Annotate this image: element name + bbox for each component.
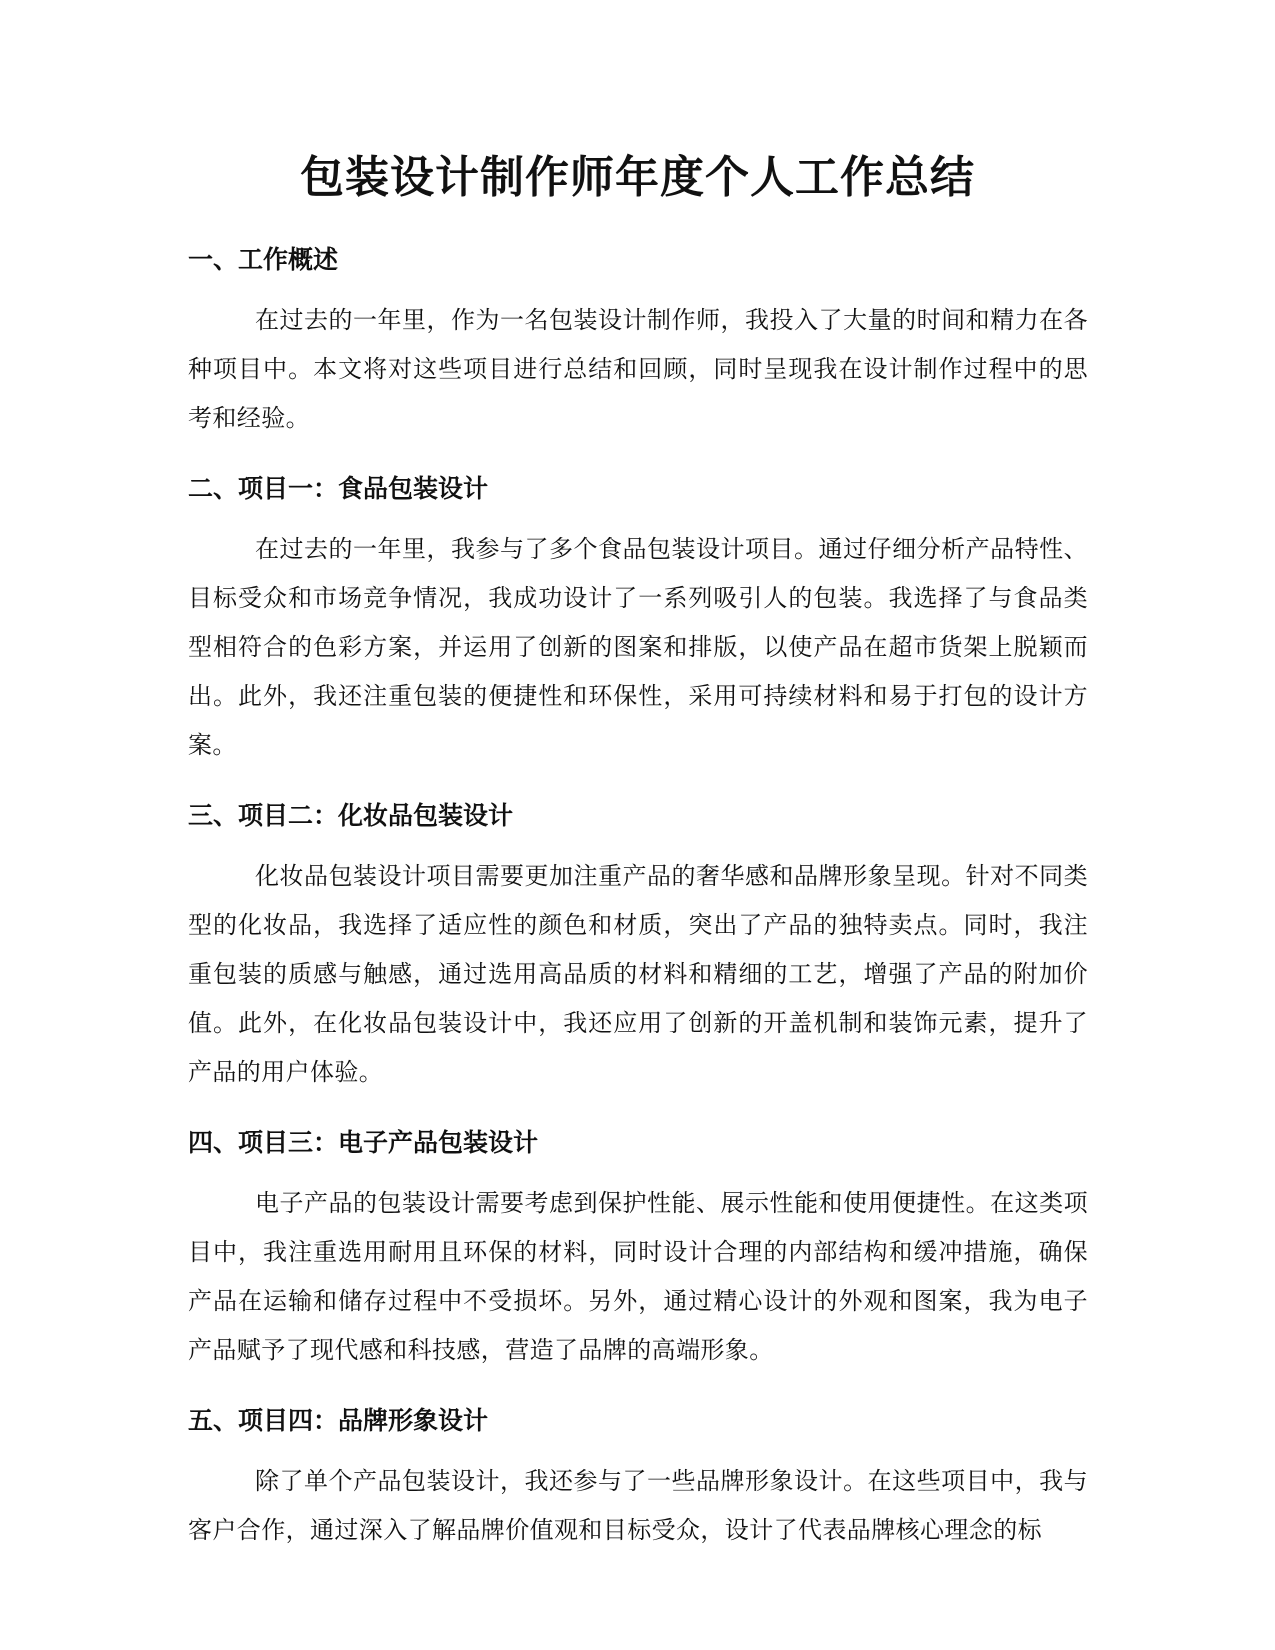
document-body xyxy=(188,240,1088,1581)
section-electronics-packaging xyxy=(188,1123,1088,1375)
section-paragraph: 化妆品包装设计项目需要更加注重产品的奢华感和品牌形象呈现。针对不同类型的化妆品，我选择了适应性的颜色和材质，突出了产品的独特卖点。同时，我注重包装的质感与触感，通过选用高品质的材料和精细的工艺，增强了产品的附加价值。此外，在化妆品包装设计中，我还应用了创新的开盖机制和装饰元素，提升了产品的用户体验。 xyxy=(188,862,1088,1086)
section-food-packaging xyxy=(188,469,1088,770)
section-heading: 四、项目三：电子产品包装设计 xyxy=(188,1128,539,1157)
section-heading: 五、项目四：品牌形象设计 xyxy=(188,1406,489,1435)
section-paragraph: 在过去的一年里，作为一名包装设计制作师，我投入了大量的时间和精力在各种项目中。本文将对这些项目进行总结和回顾，同时呈现我在设计制作过程中的思考和经验。 xyxy=(188,306,1088,432)
section-paragraph: 除了单个产品包装设计，我还参与了一些品牌形象设计。在这些项目中，我与客户合作，通过深入了解品牌价值观和目标受众，设计了代表品牌核心理念的标 xyxy=(188,1467,1088,1544)
section-heading: 三、项目二：化妆品包装设计 xyxy=(188,801,514,830)
section-brand-identity xyxy=(188,1401,1088,1555)
section-paragraph: 电子产品的包装设计需要考虑到保护性能、展示性能和使用便捷性。在这类项目中，我注重选用耐用且环保的材料，同时设计合理的内部结构和缓冲措施，确保产品在运输和储存过程中不受损坏。另外，通过精心设计的外观和图案，我为电子产品赋予了现代感和科技感，营造了品牌的高端形象。 xyxy=(188,1189,1088,1364)
section-heading: 一、工作概述 xyxy=(188,245,339,274)
section-cosmetics-packaging xyxy=(188,796,1088,1097)
document-title: 包装设计制作师年度个人工作总结 xyxy=(300,152,975,203)
section-heading: 二、项目一：食品包装设计 xyxy=(188,474,489,503)
section-overview xyxy=(188,240,1088,443)
section-paragraph: 在过去的一年里，我参与了多个食品包装设计项目。通过仔细分析产品特性、目标受众和市场竞争情况，我成功设计了一系列吸引人的包装。我选择了与食品类型相符合的色彩方案，并运用了创新的图案和排版，以使产品在超市货架上脱颖而出。此外，我还注重包装的便捷性和环保性，采用可持续材料和易于打包的设计方案。 xyxy=(188,535,1088,759)
